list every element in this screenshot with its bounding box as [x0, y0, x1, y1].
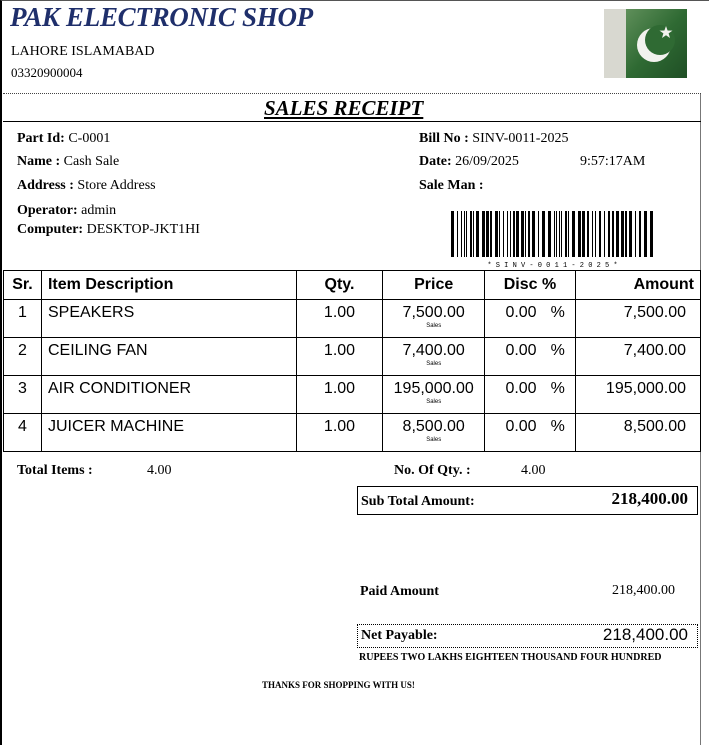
shop-city: LAHORE ISLAMABAD [11, 44, 155, 59]
row-description: SPEAKERS [41, 300, 296, 338]
row-sr: 1 [4, 300, 42, 338]
row-price: 7,400.00 [402, 342, 465, 359]
address-value: Store Address [77, 178, 156, 193]
table-row [4, 414, 701, 452]
items-table [3, 270, 701, 452]
row-amount: 8,500.00 [575, 414, 700, 452]
bill-no-label: Bill No : [419, 131, 469, 146]
row-price-type: Sales [426, 323, 442, 329]
no-of-qty-value: 4.00 [521, 463, 546, 478]
row-disc: 0.00 [505, 342, 537, 359]
total-items-value: 4.00 [147, 463, 172, 478]
net-payable-box [357, 624, 698, 648]
net-payable-value: 218,400.00 [602, 625, 688, 644]
row-disc-cell [485, 414, 576, 452]
shop-name: PAK ELECTRONIC SHOP [10, 2, 313, 32]
row-amount: 7,400.00 [575, 338, 700, 376]
operator-label: Operator: [17, 203, 78, 218]
net-payable-label: Net Payable: [361, 628, 438, 643]
row-disc-pct: % [550, 342, 565, 359]
barcode-bars [449, 211, 656, 257]
barcode [449, 211, 656, 270]
amount-in-words: RUPEES TWO LAKHS EIGHTEEN THOUSAND FOUR HUNDRED [359, 652, 662, 663]
no-of-qty-label: No. Of Qty. : [394, 463, 471, 478]
paid-amount-value: 218,400.00 [612, 583, 675, 598]
sale-man-field [419, 178, 484, 194]
header-amount: Amount [575, 271, 700, 300]
computer-label: Computer: [17, 222, 84, 237]
paid-amount-label: Paid Amount [360, 584, 439, 599]
row-disc: 0.00 [505, 380, 537, 397]
pakistan-flag-icon [604, 9, 687, 78]
barcode-text: * S I N V - 0 0 1 1 - 2 0 2 5 * [487, 262, 618, 270]
row-price-type: Sales [426, 399, 442, 405]
date-label: Date: [419, 154, 452, 169]
table-row [4, 338, 701, 376]
row-price-cell [383, 376, 485, 414]
time-value: 9:57:17AM [580, 154, 646, 169]
row-disc-pct: % [550, 380, 565, 397]
table-row [4, 300, 701, 338]
total-items-field [17, 463, 93, 479]
row-sr: 4 [4, 414, 42, 452]
computer-value: DESKTOP-JKT1HI [86, 222, 200, 237]
name-field [17, 154, 119, 170]
table-row [4, 376, 701, 414]
address-field [17, 178, 156, 194]
bill-no-field [419, 131, 568, 147]
sub-total-value: 218,400.00 [611, 489, 688, 508]
row-price-cell [383, 414, 485, 452]
row-sr: 2 [4, 338, 42, 376]
row-description: AIR CONDITIONER [41, 376, 296, 414]
row-description: CEILING FAN [41, 338, 296, 376]
row-price-type: Sales [426, 361, 442, 367]
bill-no-value: SINV-0011-2025 [472, 131, 569, 146]
row-qty: 1.00 [296, 338, 383, 376]
header-price: Price [383, 271, 485, 300]
row-price: 8,500.00 [402, 418, 465, 435]
name-label: Name : [17, 154, 61, 169]
header-disc: Disc % [485, 271, 576, 300]
row-disc-cell [485, 300, 576, 338]
party-id-label: Part Id: [17, 131, 65, 146]
row-disc-pct: % [550, 304, 565, 321]
row-amount: 195,000.00 [575, 376, 700, 414]
row-price-cell [383, 300, 485, 338]
row-qty: 1.00 [296, 414, 383, 452]
sale-man-label: Sale Man : [419, 178, 484, 193]
party-id-field [17, 131, 110, 147]
thanks-message: THANKS FOR SHOPPING WITH US! [262, 680, 415, 690]
row-disc-cell [485, 376, 576, 414]
operator-field [17, 203, 116, 219]
computer-field [17, 222, 200, 238]
operator-value: admin [81, 203, 117, 218]
row-price-type: Sales [426, 437, 442, 443]
sub-total-label: Sub Total Amount: [361, 494, 475, 509]
address-label: Address : [17, 178, 74, 193]
row-disc: 0.00 [505, 418, 537, 435]
shop-phone: 03320900004 [11, 65, 83, 80]
date-value: 26/09/2025 [455, 154, 519, 169]
header-item-description: Item Description [41, 271, 296, 300]
row-amount: 7,500.00 [575, 300, 700, 338]
row-disc-pct: % [550, 418, 565, 435]
row-sr: 3 [4, 376, 42, 414]
title-divider [3, 121, 701, 122]
total-items-label: Total Items : [17, 463, 93, 478]
receipt-title: SALES RECEIPT [264, 96, 424, 120]
row-price-cell [383, 338, 485, 376]
row-description: JUICER MACHINE [41, 414, 296, 452]
row-qty: 1.00 [296, 300, 383, 338]
row-price: 7,500.00 [402, 304, 465, 321]
no-of-qty-field [394, 463, 471, 479]
name-value: Cash Sale [63, 154, 120, 169]
date-field [419, 154, 519, 170]
header-sr: Sr. [4, 271, 42, 300]
header-divider [3, 93, 701, 94]
sub-total-box [357, 486, 698, 515]
table-header-row [4, 271, 701, 300]
row-price: 195,000.00 [393, 380, 474, 397]
party-id-value: C-0001 [68, 131, 111, 146]
row-disc: 0.00 [505, 304, 537, 321]
row-disc-cell [485, 338, 576, 376]
header-qty: Qty. [296, 271, 383, 300]
row-qty: 1.00 [296, 376, 383, 414]
